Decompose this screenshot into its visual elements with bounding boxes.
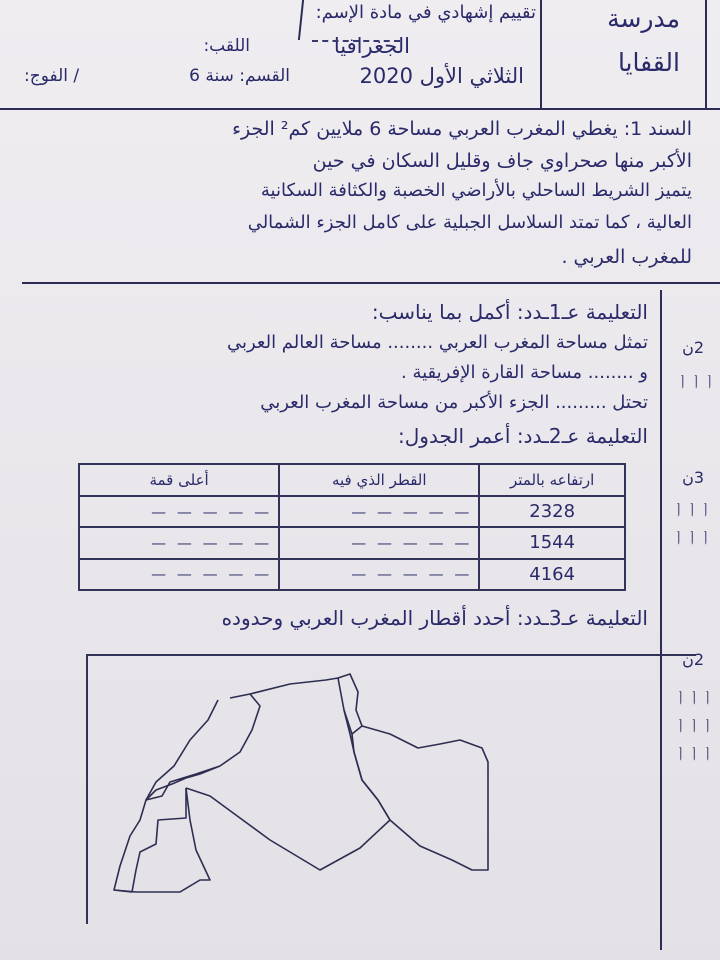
task1-score: 2ن — [682, 338, 704, 357]
header-bottom-line — [0, 108, 720, 110]
surname-blank — [312, 40, 400, 42]
table-header-row — [79, 464, 625, 496]
support-line-2: الأكبر منها صحراوي جاف وقليل السكان في حين — [312, 150, 692, 172]
task2-tally-1: ㅣㅣㅣ — [672, 503, 713, 519]
task1-line-1: تمثل مساحة المغرب العربي ........ مساحة العالم العربي — [226, 332, 648, 353]
class-label: القسم: سنة 6 — [189, 66, 290, 86]
section-divider — [22, 282, 720, 284]
col-peak: أعلى قمة — [79, 464, 279, 496]
peak-blank[interactable]: — — — — — — [79, 559, 279, 590]
height-cell: 1544 — [479, 527, 625, 558]
algeria-outline — [186, 678, 390, 870]
task1-line-3: تحتل ......... الجزء الأكبر من مساحة المغرب العربي — [260, 392, 648, 413]
task3-tally-3: ㅣㅣㅣ — [674, 747, 715, 763]
support-line-3: يتميز الشريط الساحلي بالأراضي الخصبة والكثافة السكانية — [260, 180, 692, 201]
task1-title: التعليمة عـ1ـدد: أكمل بما يناسب: — [371, 300, 648, 324]
morocco-outline — [146, 694, 260, 800]
school-label: مدرسة — [607, 4, 680, 33]
task3-title: التعليمة عـ3ـدد: أحدد أقطار المغرب العربي وحدوده — [221, 606, 648, 630]
height-cell: 2328 — [479, 496, 625, 527]
col-height: ارتفاعه بالمتر — [479, 464, 625, 496]
table-row — [79, 527, 625, 558]
country-blank[interactable]: — — — — — — [279, 559, 479, 590]
table-row — [79, 496, 625, 527]
support-line-4: العالية ، كما تمتد السلاسل الجبلية على كامل الجزء الشمالي — [247, 212, 692, 233]
group-label: / الفوج: — [24, 66, 80, 86]
tunisia-outline — [338, 674, 362, 734]
surname-field-label: اللقب: — [203, 36, 250, 56]
col-country: القطر الذي فيه — [279, 464, 479, 496]
country-blank[interactable]: — — — — — — [279, 496, 479, 527]
exam-title: تقييم إشهادي في مادة الإسم: — [315, 2, 536, 23]
header-divider-edge — [705, 0, 707, 108]
task3-tally-1: ㅣㅣㅣ — [674, 691, 715, 707]
peaks-table — [78, 463, 626, 591]
support-line-1: السند 1: يغطي المغرب العربي مساحة 6 ملايين كم² الجزء — [232, 118, 692, 140]
maghreb-map — [100, 670, 500, 910]
height-cell: 4164 — [479, 559, 625, 590]
peak-blank[interactable]: — — — — — — [79, 527, 279, 558]
task3-tally-2: ㅣㅣㅣ — [674, 719, 715, 735]
task1-tally: ㅣㅣㅣ — [676, 375, 717, 391]
libya-outline — [352, 726, 488, 870]
term-label: الثلاثي الأول 2020 — [359, 64, 524, 88]
header-divider-right — [540, 0, 542, 108]
task2-tally-2: ㅣㅣㅣ — [672, 531, 713, 547]
task2-title: التعليمة عـ2ـدد: أعمر الجدول: — [398, 424, 648, 448]
task1-line-2: و ........ مساحة القارة الإفريقية . — [401, 362, 648, 383]
school-name: القفايا — [617, 48, 680, 77]
task2-score: 3ن — [682, 468, 704, 487]
support-line-5: للمغرب العربي . — [561, 246, 692, 268]
task3-score: 2ن — [682, 650, 704, 669]
table-row — [79, 559, 625, 590]
subject-name: الجغرافيا — [333, 34, 410, 58]
country-blank[interactable]: — — — — — — [279, 527, 479, 558]
header-divider-top — [298, 0, 304, 40]
peak-blank[interactable]: — — — — — — [79, 496, 279, 527]
